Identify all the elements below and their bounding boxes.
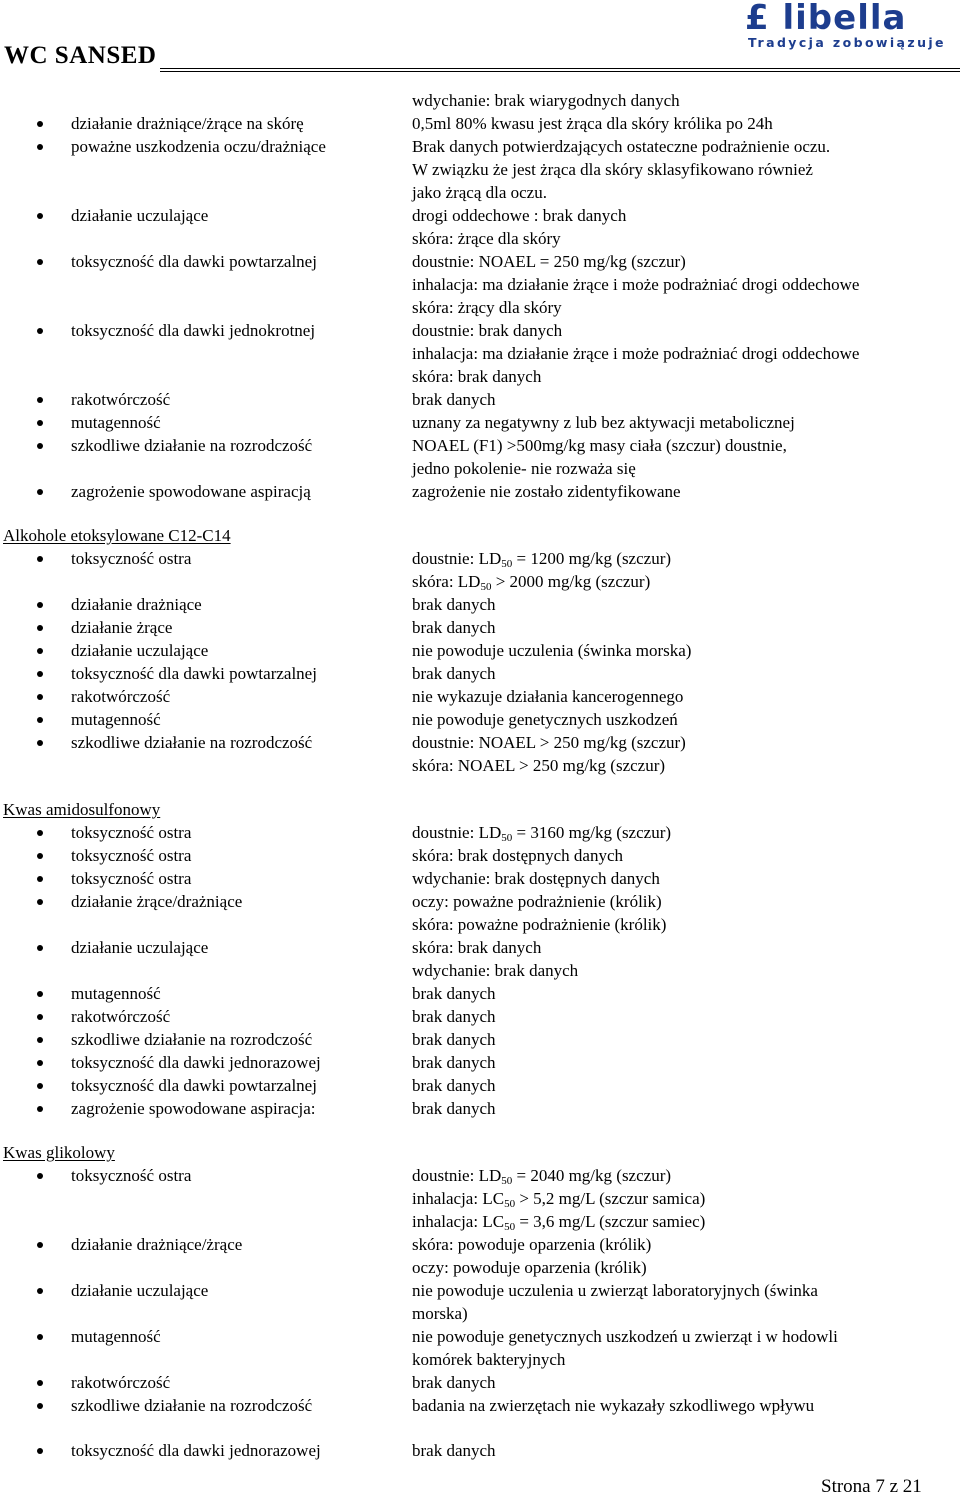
property-row xyxy=(0,1005,960,1028)
document-title: WC SANSED xyxy=(4,42,157,69)
property-row xyxy=(0,1051,960,1074)
value-line: badania na zwierzętach nie wykazały szkodliwego wpływu xyxy=(412,1396,815,1415)
value-text: > 5,2 mg/L (szczur samica) xyxy=(515,1189,706,1208)
property-label: szkodliwe działanie na rozrodczość xyxy=(0,1394,412,1417)
property-row xyxy=(0,112,960,135)
property-row xyxy=(0,204,960,250)
value-line: brak danych xyxy=(412,1053,496,1072)
property-row xyxy=(0,547,960,593)
property-row xyxy=(0,1394,960,1417)
value-line: nie powoduje genetycznych uszkodzeń u zwierząt i w hodowli xyxy=(412,1327,838,1346)
section-title: Kwas glikolowy xyxy=(3,1143,115,1162)
property-values xyxy=(412,434,932,480)
value-line: nie powoduje genetycznych uszkodzeń xyxy=(412,710,678,729)
value-line: NOAEL (F1) >500mg/kg masy ciała (szczur) doustnie, xyxy=(412,436,787,455)
logo-tagline: Tradycja zobowiązuje xyxy=(748,35,946,50)
value-line: skóra: brak dostępnych danych xyxy=(412,846,624,865)
property-row xyxy=(0,388,960,411)
property-label: działanie drażniące/żrące na skórę xyxy=(0,112,412,135)
property-label: mutagenność xyxy=(0,708,412,731)
property-label: szkodliwe działanie na rozrodczość xyxy=(0,731,412,777)
value-line: zagrożenie nie zostało zidentyfikowane xyxy=(412,482,681,501)
property-values xyxy=(412,1164,932,1233)
property-label: toksyczność dla dawki jednorazowej xyxy=(0,1051,412,1074)
value-line xyxy=(412,1187,932,1210)
value-line: skóra: powoduje oparzenia (królik) xyxy=(412,1235,652,1254)
property-row xyxy=(0,89,960,112)
value-line: Brak danych potwierdzających ostateczne podrażnienie oczu. xyxy=(412,137,831,156)
property-label: szkodliwe działanie na rozrodczość xyxy=(0,1028,412,1051)
property-label: toksyczność dla dawki jednorazowej xyxy=(0,1439,412,1462)
value-line: W związku że jest żrąca dla skóry sklasyfikowano również xyxy=(412,160,813,179)
value-line: brak danych xyxy=(412,1007,496,1026)
property-label: toksyczność ostra xyxy=(0,821,412,844)
value-text: doustnie: LD xyxy=(412,823,502,842)
property-label: toksyczność dla dawki jednokrotnej xyxy=(0,319,412,388)
property-row xyxy=(0,662,960,685)
value-line: brak danych xyxy=(412,390,496,409)
property-label: toksyczność ostra xyxy=(0,844,412,867)
value-line: jedno pokolenie- nie rozważa się xyxy=(412,459,636,478)
value-subscript: 50 xyxy=(480,581,492,593)
property-row xyxy=(0,1028,960,1051)
value-line: jako żrącą dla oczu. xyxy=(412,183,547,202)
spacer xyxy=(0,503,960,524)
value-line: 0,5ml 80% kwasu jest żrąca dla skóry królika po 24h xyxy=(412,114,773,133)
section-title: Kwas amidosulfonowy xyxy=(3,800,161,819)
property-row xyxy=(0,411,960,434)
property-values xyxy=(412,616,932,639)
property-values xyxy=(412,1074,932,1097)
property-values xyxy=(412,1371,932,1394)
value-line: oczy: poważne podrażnienie (królik) xyxy=(412,892,662,911)
property-values xyxy=(412,547,932,593)
value-line: wdychanie: brak wiarygodnych danych xyxy=(412,91,680,110)
property-row xyxy=(0,1233,960,1279)
property-label: działanie uczulające xyxy=(0,1279,412,1325)
value-text: inhalacja: LC xyxy=(412,1189,505,1208)
property-values xyxy=(412,593,932,616)
property-values xyxy=(412,1233,932,1279)
property-row xyxy=(0,982,960,1005)
value-line: morska) xyxy=(412,1304,468,1323)
property-label: toksyczność dla dawki powtarzalnej xyxy=(0,1074,412,1097)
property-row xyxy=(0,250,960,319)
value-line: inhalacja: ma działanie żrące i może podrażniać drogi oddechowe xyxy=(412,344,860,363)
value-text: = 1200 mg/kg (szczur) xyxy=(512,549,672,568)
value-subscript: 50 xyxy=(501,558,513,570)
value-line: inhalacja: ma działanie żrące i może podrażniać drogi oddechowe xyxy=(412,275,860,294)
property-values xyxy=(412,1325,932,1371)
page-header xyxy=(0,0,960,75)
property-label: rakotwórczość xyxy=(0,388,412,411)
property-row xyxy=(0,890,960,936)
property-values xyxy=(412,480,932,503)
property-label xyxy=(0,89,412,112)
value-text: = 2040 mg/kg (szczur) xyxy=(512,1166,672,1185)
value-text: inhalacja: LC xyxy=(412,1212,505,1231)
property-values xyxy=(412,319,932,388)
value-subscript: 50 xyxy=(501,1175,513,1187)
property-label: rakotwórczość xyxy=(0,1005,412,1028)
property-row xyxy=(0,1164,960,1233)
property-values xyxy=(412,867,932,890)
property-row xyxy=(0,1074,960,1097)
property-row xyxy=(0,1279,960,1325)
value-line: skóra: brak danych xyxy=(412,938,542,957)
value-text: = 3,6 mg/L (szczur samiec) xyxy=(515,1212,706,1231)
property-values xyxy=(412,1097,932,1120)
value-line: skóra: żrący dla skóry xyxy=(412,298,562,317)
value-text: = 3160 mg/kg (szczur) xyxy=(512,823,672,842)
value-line xyxy=(412,821,932,844)
property-row xyxy=(0,319,960,388)
value-text: doustnie: LD xyxy=(412,549,502,568)
toxicology-content xyxy=(0,89,960,1462)
spacer xyxy=(0,1417,960,1439)
value-line xyxy=(412,1164,932,1187)
value-line: nie wykazuje działania kancerogennego xyxy=(412,687,684,706)
section-title: Alkohole etoksylowane C12-C14 xyxy=(3,526,231,545)
property-label: działanie uczulające xyxy=(0,204,412,250)
value-line: brak danych xyxy=(412,1030,496,1049)
property-values xyxy=(412,89,932,112)
property-values xyxy=(412,821,932,844)
property-values xyxy=(412,731,932,777)
property-values xyxy=(412,844,932,867)
value-line: wdychanie: brak dostępnych danych xyxy=(412,869,660,888)
property-label: toksyczność ostra xyxy=(0,867,412,890)
value-line: doustnie: NOAEL > 250 mg/kg (szczur) xyxy=(412,733,686,752)
value-text: skóra: LD xyxy=(412,572,481,591)
property-values xyxy=(412,890,932,936)
property-values xyxy=(412,204,932,250)
value-line: brak danych xyxy=(412,1076,496,1095)
value-line: brak danych xyxy=(412,1099,496,1118)
logo-brand: £ libella xyxy=(745,0,907,38)
value-line: brak danych xyxy=(412,664,496,683)
property-values xyxy=(412,1279,932,1325)
value-subscript: 50 xyxy=(504,1221,516,1233)
value-line: oczy: powoduje oparzenia (królik) xyxy=(412,1258,647,1277)
property-values xyxy=(412,662,932,685)
property-values xyxy=(412,135,932,204)
value-line: brak danych xyxy=(412,618,496,637)
property-values xyxy=(412,250,932,319)
property-row xyxy=(0,936,960,982)
property-row xyxy=(0,1439,960,1462)
property-label: działanie żrące/drażniące xyxy=(0,890,412,936)
property-label: toksyczność ostra xyxy=(0,547,412,593)
value-line: komórek bakteryjnych xyxy=(412,1350,566,1369)
property-label: działanie drażniące xyxy=(0,593,412,616)
property-row xyxy=(0,639,960,662)
page-number: Strona 7 z 21 xyxy=(821,1476,922,1497)
property-label: rakotwórczość xyxy=(0,1371,412,1394)
value-text: > 2000 mg/kg (szczur) xyxy=(491,572,651,591)
value-line xyxy=(412,570,932,593)
value-line: nie powoduje uczulenia u zwierząt laboratoryjnych (świnka xyxy=(412,1281,818,1300)
value-text: doustnie: LD xyxy=(412,1166,502,1185)
property-label: działanie drażniące/żrące xyxy=(0,1233,412,1279)
header-rule xyxy=(160,68,960,72)
value-line: doustnie: brak danych xyxy=(412,321,563,340)
value-line xyxy=(412,1210,932,1233)
value-subscript: 50 xyxy=(501,832,513,844)
property-values xyxy=(412,982,932,1005)
property-label: poważne uszkodzenia oczu/drażniące xyxy=(0,135,412,204)
property-label: rakotwórczość xyxy=(0,685,412,708)
value-subscript: 50 xyxy=(504,1198,516,1210)
value-line: skóra: brak danych xyxy=(412,367,542,386)
value-line: brak danych xyxy=(412,595,496,614)
property-label: działanie uczulające xyxy=(0,936,412,982)
value-line: brak danych xyxy=(412,984,496,1003)
value-line: brak danych xyxy=(412,1373,496,1392)
property-label: toksyczność dla dawki powtarzalnej xyxy=(0,250,412,319)
property-label: działanie żrące xyxy=(0,616,412,639)
property-values xyxy=(412,388,932,411)
value-line: brak danych xyxy=(412,1441,496,1460)
property-row xyxy=(0,844,960,867)
property-row xyxy=(0,135,960,204)
value-line xyxy=(412,547,932,570)
property-label: działanie uczulające xyxy=(0,639,412,662)
property-row xyxy=(0,1097,960,1120)
property-values xyxy=(412,411,932,434)
property-values xyxy=(412,936,932,982)
value-line: skóra: poważne podrażnienie (królik) xyxy=(412,915,667,934)
property-row xyxy=(0,708,960,731)
property-values xyxy=(412,1394,932,1417)
property-row xyxy=(0,616,960,639)
property-values xyxy=(412,112,932,135)
property-values xyxy=(412,708,932,731)
property-row xyxy=(0,731,960,777)
property-label: mutagenność xyxy=(0,982,412,1005)
libella-logo xyxy=(745,0,950,54)
property-row xyxy=(0,1325,960,1371)
value-line: nie powoduje uczulenia (świnka morska) xyxy=(412,641,692,660)
property-label: mutagenność xyxy=(0,411,412,434)
spacer xyxy=(0,1120,960,1141)
property-values xyxy=(412,1439,932,1462)
property-row xyxy=(0,685,960,708)
property-label: szkodliwe działanie na rozrodczość xyxy=(0,434,412,480)
property-values xyxy=(412,1028,932,1051)
property-label: toksyczność dla dawki powtarzalnej xyxy=(0,662,412,685)
property-label: toksyczność ostra xyxy=(0,1164,412,1233)
value-line: drogi oddechowe : brak danych xyxy=(412,206,627,225)
property-label: zagrożenie spowodowane aspiracją xyxy=(0,480,412,503)
value-line: doustnie: NOAEL = 250 mg/kg (szczur) xyxy=(412,252,686,271)
property-values xyxy=(412,685,932,708)
property-values xyxy=(412,1051,932,1074)
property-row xyxy=(0,480,960,503)
property-row xyxy=(0,821,960,844)
property-values xyxy=(412,639,932,662)
property-values xyxy=(412,1005,932,1028)
property-row xyxy=(0,434,960,480)
property-row xyxy=(0,593,960,616)
property-row xyxy=(0,867,960,890)
property-label: zagrożenie spowodowane aspiracja: xyxy=(0,1097,412,1120)
property-row xyxy=(0,1371,960,1394)
spacer xyxy=(0,777,960,798)
value-line: uznany za negatywny z lub bez aktywacji metabolicznej xyxy=(412,413,795,432)
property-label: mutagenność xyxy=(0,1325,412,1371)
value-line: skóra: żrące dla skóry xyxy=(412,229,561,248)
value-line: skóra: NOAEL > 250 mg/kg (szczur) xyxy=(412,756,666,775)
value-line: wdychanie: brak danych xyxy=(412,961,579,980)
